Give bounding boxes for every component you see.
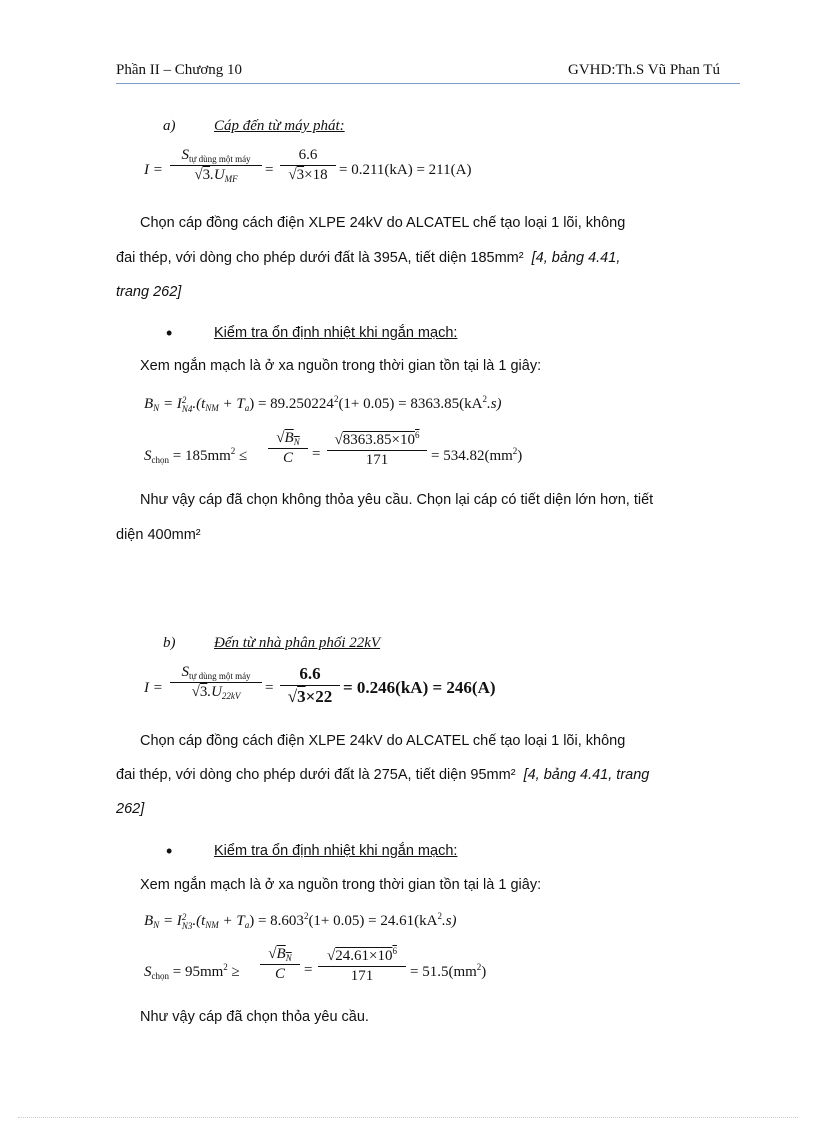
eq-bn-b: $B_N = I$ 2 N3 $.(t_{NM} + T_a) = 8.603^2(1+ 0.05) = 24.61(kA^2.s)$	[144, 911, 457, 931]
section-a-check-desc: Xem ngắn mạch là ở xa nguồn trong thời gian tồn tại là 1 giây:	[140, 358, 542, 374]
page-footer-rule	[18, 1117, 798, 1118]
eq-bn-a: $B_N = I$ 2 N4 $.(t_{NM} + T_a) = 89.250224^2(1+ 0.05) = 8363.85(kA^2.s)$	[144, 394, 502, 414]
eq-s-b-frac2: $\frac{√24.61\times 10^6}{171}$	[318, 946, 406, 985]
section-b-check-desc: Xem ngắn mạch là ở xa nguồn trong thời gian tồn tại là 1 giây:	[140, 877, 542, 893]
eq-s-a-frac2: $\frac{√8363.85\times 10^6}{171}$	[327, 430, 427, 469]
bullet-icon: •	[166, 323, 173, 343]
eq-current-a-frac1: $S_{tự dùng một máy}$ $√3.U_{MF}$	[170, 147, 262, 184]
eq-s-a-result: = $534.82(mm^2)$	[431, 446, 523, 464]
section-a-marker: a)	[163, 118, 176, 134]
header-advisor: GVHD:Th.S Vũ Phan Tú	[568, 62, 720, 78]
eq-s-a-lhs: $S_{chọn} = 185mm^2$ ≤	[144, 446, 248, 465]
section-b-conclusion: Như vậy cáp đã chọn thỏa yêu cầu.	[140, 1009, 369, 1025]
section-b-title: Đến từ nhà phân phối 22kV	[214, 635, 381, 651]
eq-current-b-eq: =	[265, 680, 274, 696]
eq-s-b-lhs: $S_{chọn} = 95mm^2$ ≥	[144, 962, 240, 981]
section-a-para-line2: đai thép, với dòng cho phép dưới đất là 395A, tiết diện 185mm² [4, bảng 4.41,	[116, 250, 621, 266]
eq-s-b-eq: =	[304, 962, 313, 978]
eq-current-a-frac2: $\frac{6.6}{√3\times 18}$	[280, 147, 336, 184]
section-a-para-line1: Chọn cáp đồng cách điện XLPE 24kV do ALCATEL chế tạo loại 1 lõi, không	[140, 215, 626, 231]
eq-s-a-frac1: $\frac{√B_N}{C}$	[268, 430, 308, 467]
eq-s-b-result: = $51.5(mm^2)$	[410, 962, 487, 980]
section-b-para-line3: 262]	[116, 801, 145, 817]
section-b-marker: b)	[163, 635, 176, 651]
section-b-para-line2: đai thép, với dòng cho phép dưới đất là 275A, tiết diện 95mm² [4, bảng 4.41, trang	[116, 767, 650, 783]
eq-current-a-result: = 0.211(kA) = 211(A)	[339, 162, 472, 178]
header-rule	[116, 83, 740, 84]
eq-s-b-frac1: $\frac{√B_N}{C}$	[260, 946, 300, 983]
eq-current-b-result: = 0.246(kA) = 246(A)	[343, 678, 496, 697]
section-a-conclusion-line2: diện 400mm²	[116, 527, 201, 543]
eq-current-b-lhs: I =	[144, 680, 163, 696]
eq-s-a-eq: =	[312, 446, 321, 462]
bullet-icon: •	[166, 841, 173, 861]
section-b-para-line1: Chọn cáp đồng cách điện XLPE 24kV do ALCATEL chế tạo loại 1 lõi, không	[140, 733, 626, 749]
section-a-check-title: Kiểm tra ổn định nhiệt khi ngắn mạch:	[214, 325, 458, 341]
section-a-conclusion-line1: Như vậy cáp đã chọn không thỏa yêu cầu. Chọn lại cáp có tiết diện lớn hơn, tiết	[140, 492, 654, 508]
eq-current-b-frac2: $\frac{6.6}{√3\times 22}$	[280, 664, 340, 707]
eq-current-b-frac1: $S_{tự dùng một máy}$ $√3.U_{22kV}$	[170, 664, 262, 701]
header-chapter: Phần II – Chương 10	[116, 62, 243, 78]
eq-current-a-eq: =	[265, 162, 274, 178]
section-a-title: Cáp đến từ máy phát:	[214, 118, 345, 134]
section-a-para-line3: trang 262]	[116, 284, 182, 300]
section-b-check-title: Kiểm tra ổn định nhiệt khi ngắn mạch:	[214, 843, 458, 859]
eq-current-a-lhs: I =	[144, 162, 163, 178]
